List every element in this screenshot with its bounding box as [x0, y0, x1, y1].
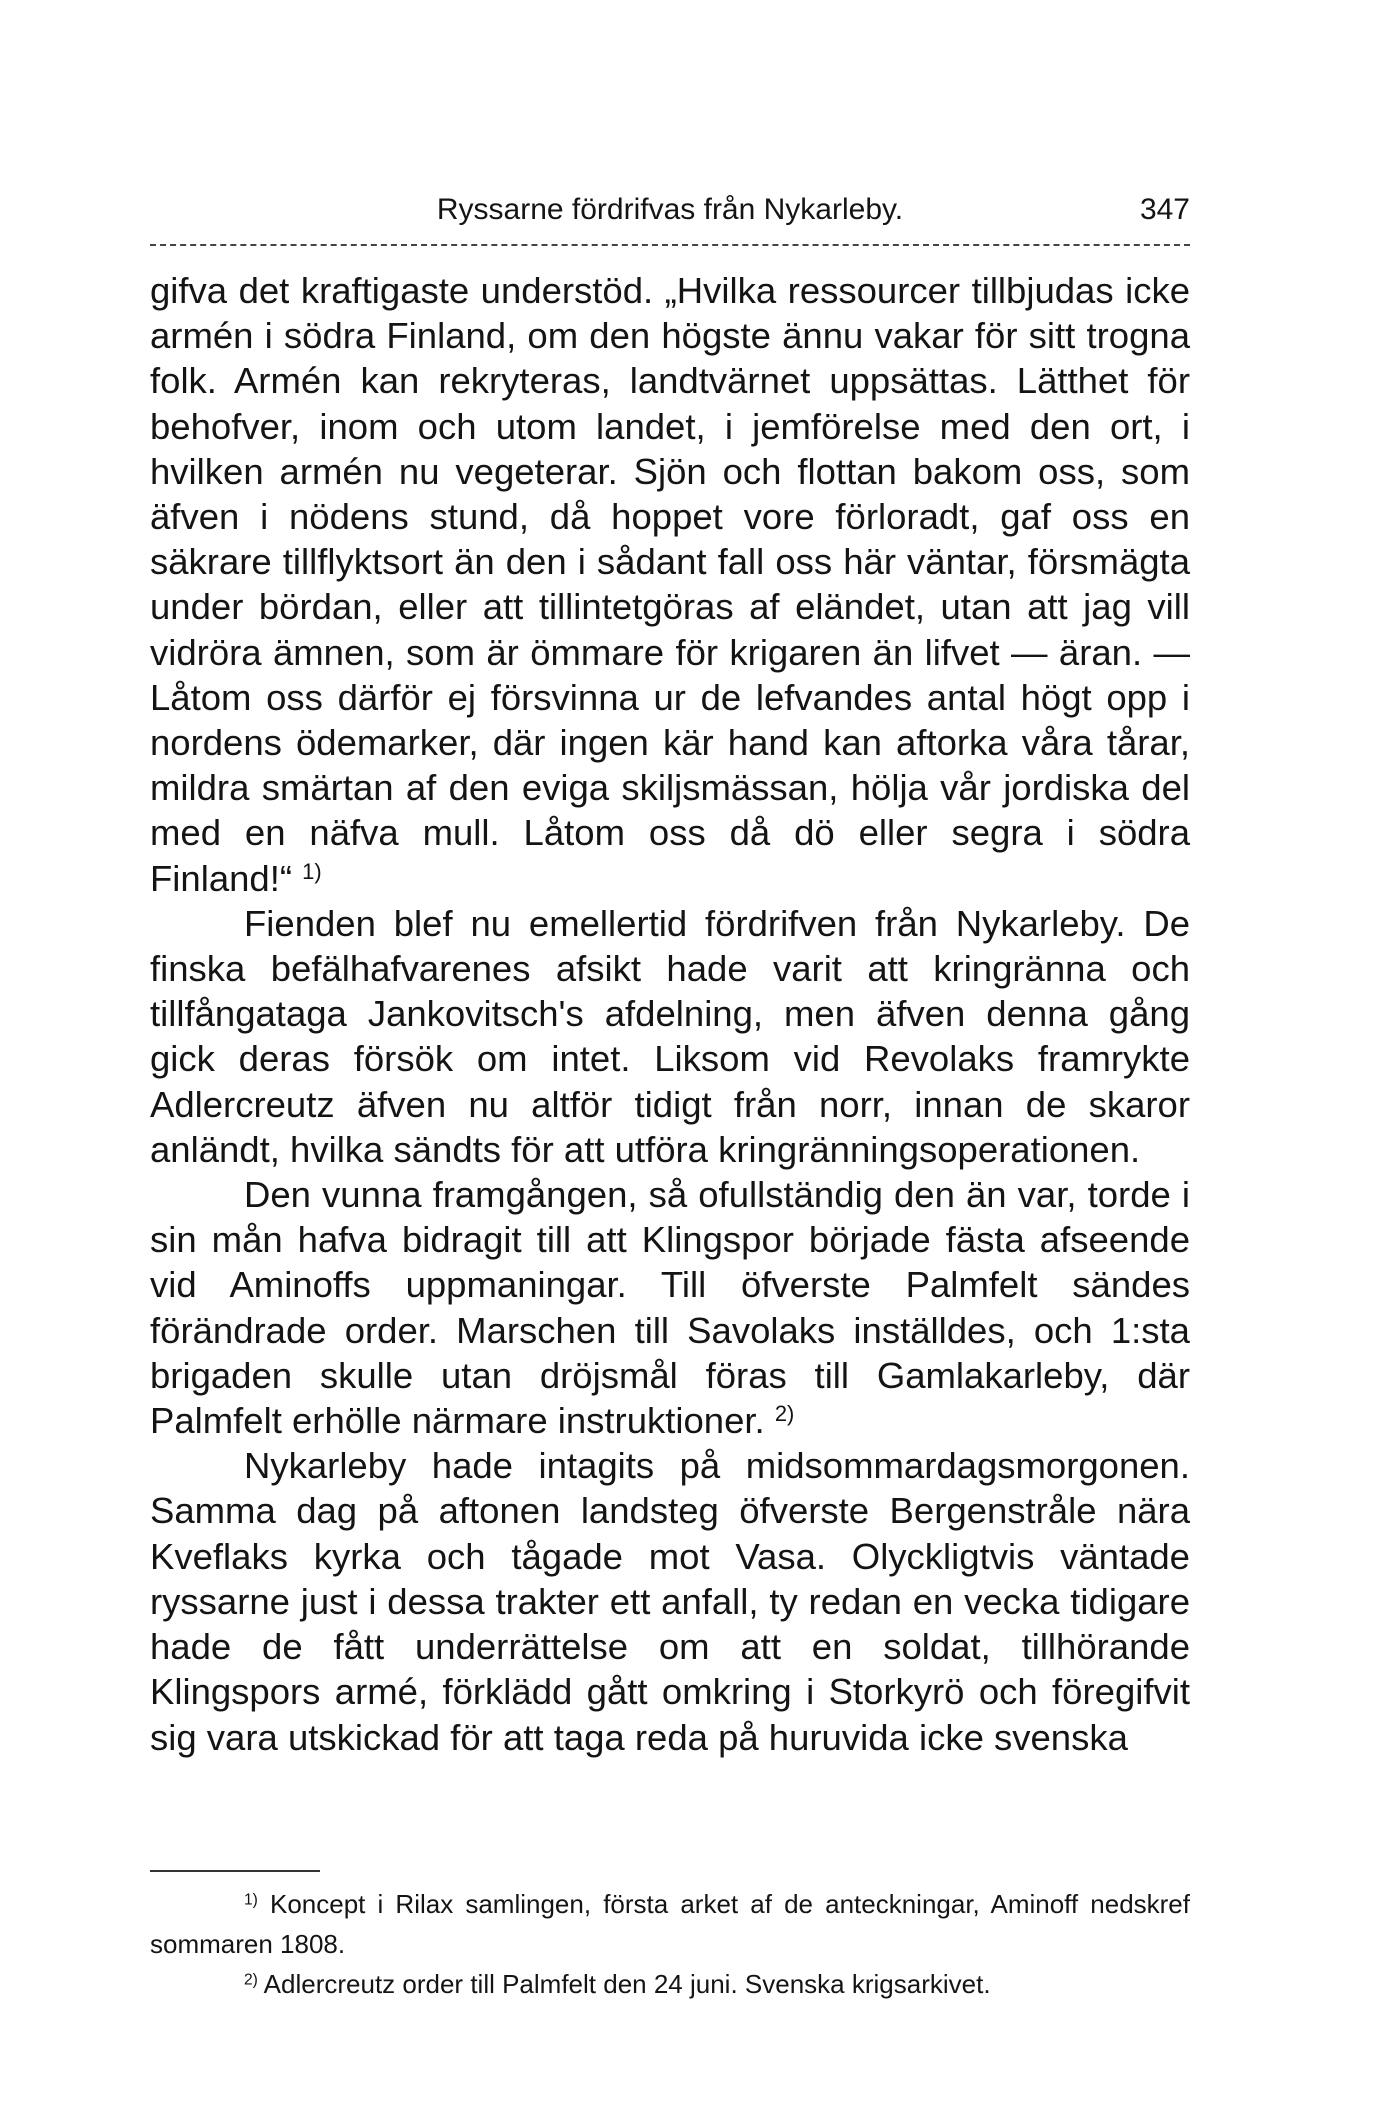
- footnote-marker: 1): [244, 1891, 258, 1909]
- paragraph: [150, 268, 1190, 901]
- footnote-ref: 1): [302, 858, 322, 884]
- body-text: [150, 268, 1190, 1760]
- running-title: Ryssarne fördrifvas från Nykarleby.: [436, 193, 904, 226]
- header-rule: [150, 244, 1190, 246]
- footnote-rule: [150, 1870, 320, 1872]
- paragraph: [150, 1443, 1190, 1759]
- footnotes: [150, 1884, 1190, 2004]
- footnote-ref: 2): [774, 1401, 795, 1427]
- running-head: [150, 188, 1190, 232]
- footnote-marker: 2): [244, 1971, 258, 1989]
- footnote-text: Koncept i Rilax samlingen, första arket af de anteckningar, Aminoff nedskref sommaren 1808.: [150, 1889, 1190, 1959]
- paragraph-text: Nykarleby hade intagits på midsommardagsmorgonen. Samma dag på aftonen landsteg öfverste Bergenstråle nära Kveflaks kyrka och tågade mot Vasa. Olyckligtvis väntade ryssarne just i dessa trakter ett anfall, ty redan en vecka tidigare hade de fått underrättelse om att en soldat, tillhörande Klingspors armé, förklädd gått omkring i Storkyrö och föregifvit sig vara utskickad för att taga reda på huruvida icke svenska: [150, 1445, 1190, 1758]
- paragraph-text: Fienden blef nu emellertid fördrifven från Nykarleby. De finska befälhafvarenes afsikt hade varit att kringränna och tillfångataga Jankovitsch's afdelning, men äfven denna gång gick deras försök om intet. Liksom vid Revolaks framrykte Adlercreutz äfven nu altför tidigt från norr, innan de skaror anländt, hvilka sändts för att utföra kringränningsoperationen.: [150, 902, 1190, 1170]
- paragraph: [150, 901, 1190, 1172]
- footnote: [150, 1884, 1190, 1964]
- paragraph: [150, 1172, 1190, 1443]
- paragraph-text: Den vunna framgången, så ofullständig den än var, torde i sin mån hafva bidragit till att Klingspor började fästa afseende vid Aminoffs uppmaningar. Till öfverste Palmfelt sändes förändrade order. Marschen till Savolaks inställdes, och 1:sta brigaden skulle utan dröjsmål föras till Gamlakarleby, där Palmfelt erhölle närmare instruktioner.: [150, 1174, 1190, 1442]
- paragraph-text: gifva det kraftigaste understöd. „Hvilka ressourcer tillbjudas icke armén i södra Finland, om den högste ännu vakar för sitt trogna folk. Armén kan rekryteras, landtvärnet uppsättas. Lätthet för behofver, inom och utom landet, i jemförelse med den ort, i hvilken armén nu vegeterar. Sjön och flottan bakom oss, som äfven i nödens stund, då hoppet vore förloradt, gaf oss en säkrare tillflyktsort än den i sådant fall oss här väntar, försmägta under bördan, eller att tillintetgöras af eländet, utan att jag vill vidröra ämnen, som är ömmare för krigaren än lifvet — äran. — Låtom oss därför ej försvinna ur de lefvandes antal högt opp i nordens ödemarker, där ingen kär hand kan aftorka våra tårar, mildra smärtan af den eviga skiljsmässan, hölja vår jordiska del med en näfva mull. Låtom oss då dö eller segra i södra Finland!“: [150, 270, 1190, 899]
- page-number: 347: [1139, 193, 1190, 226]
- footnote-text: Adlercreutz order till Palmfelt den 24 juni. Svenska krigsarkivet.: [263, 1969, 991, 1999]
- footnote: [150, 1964, 1190, 2004]
